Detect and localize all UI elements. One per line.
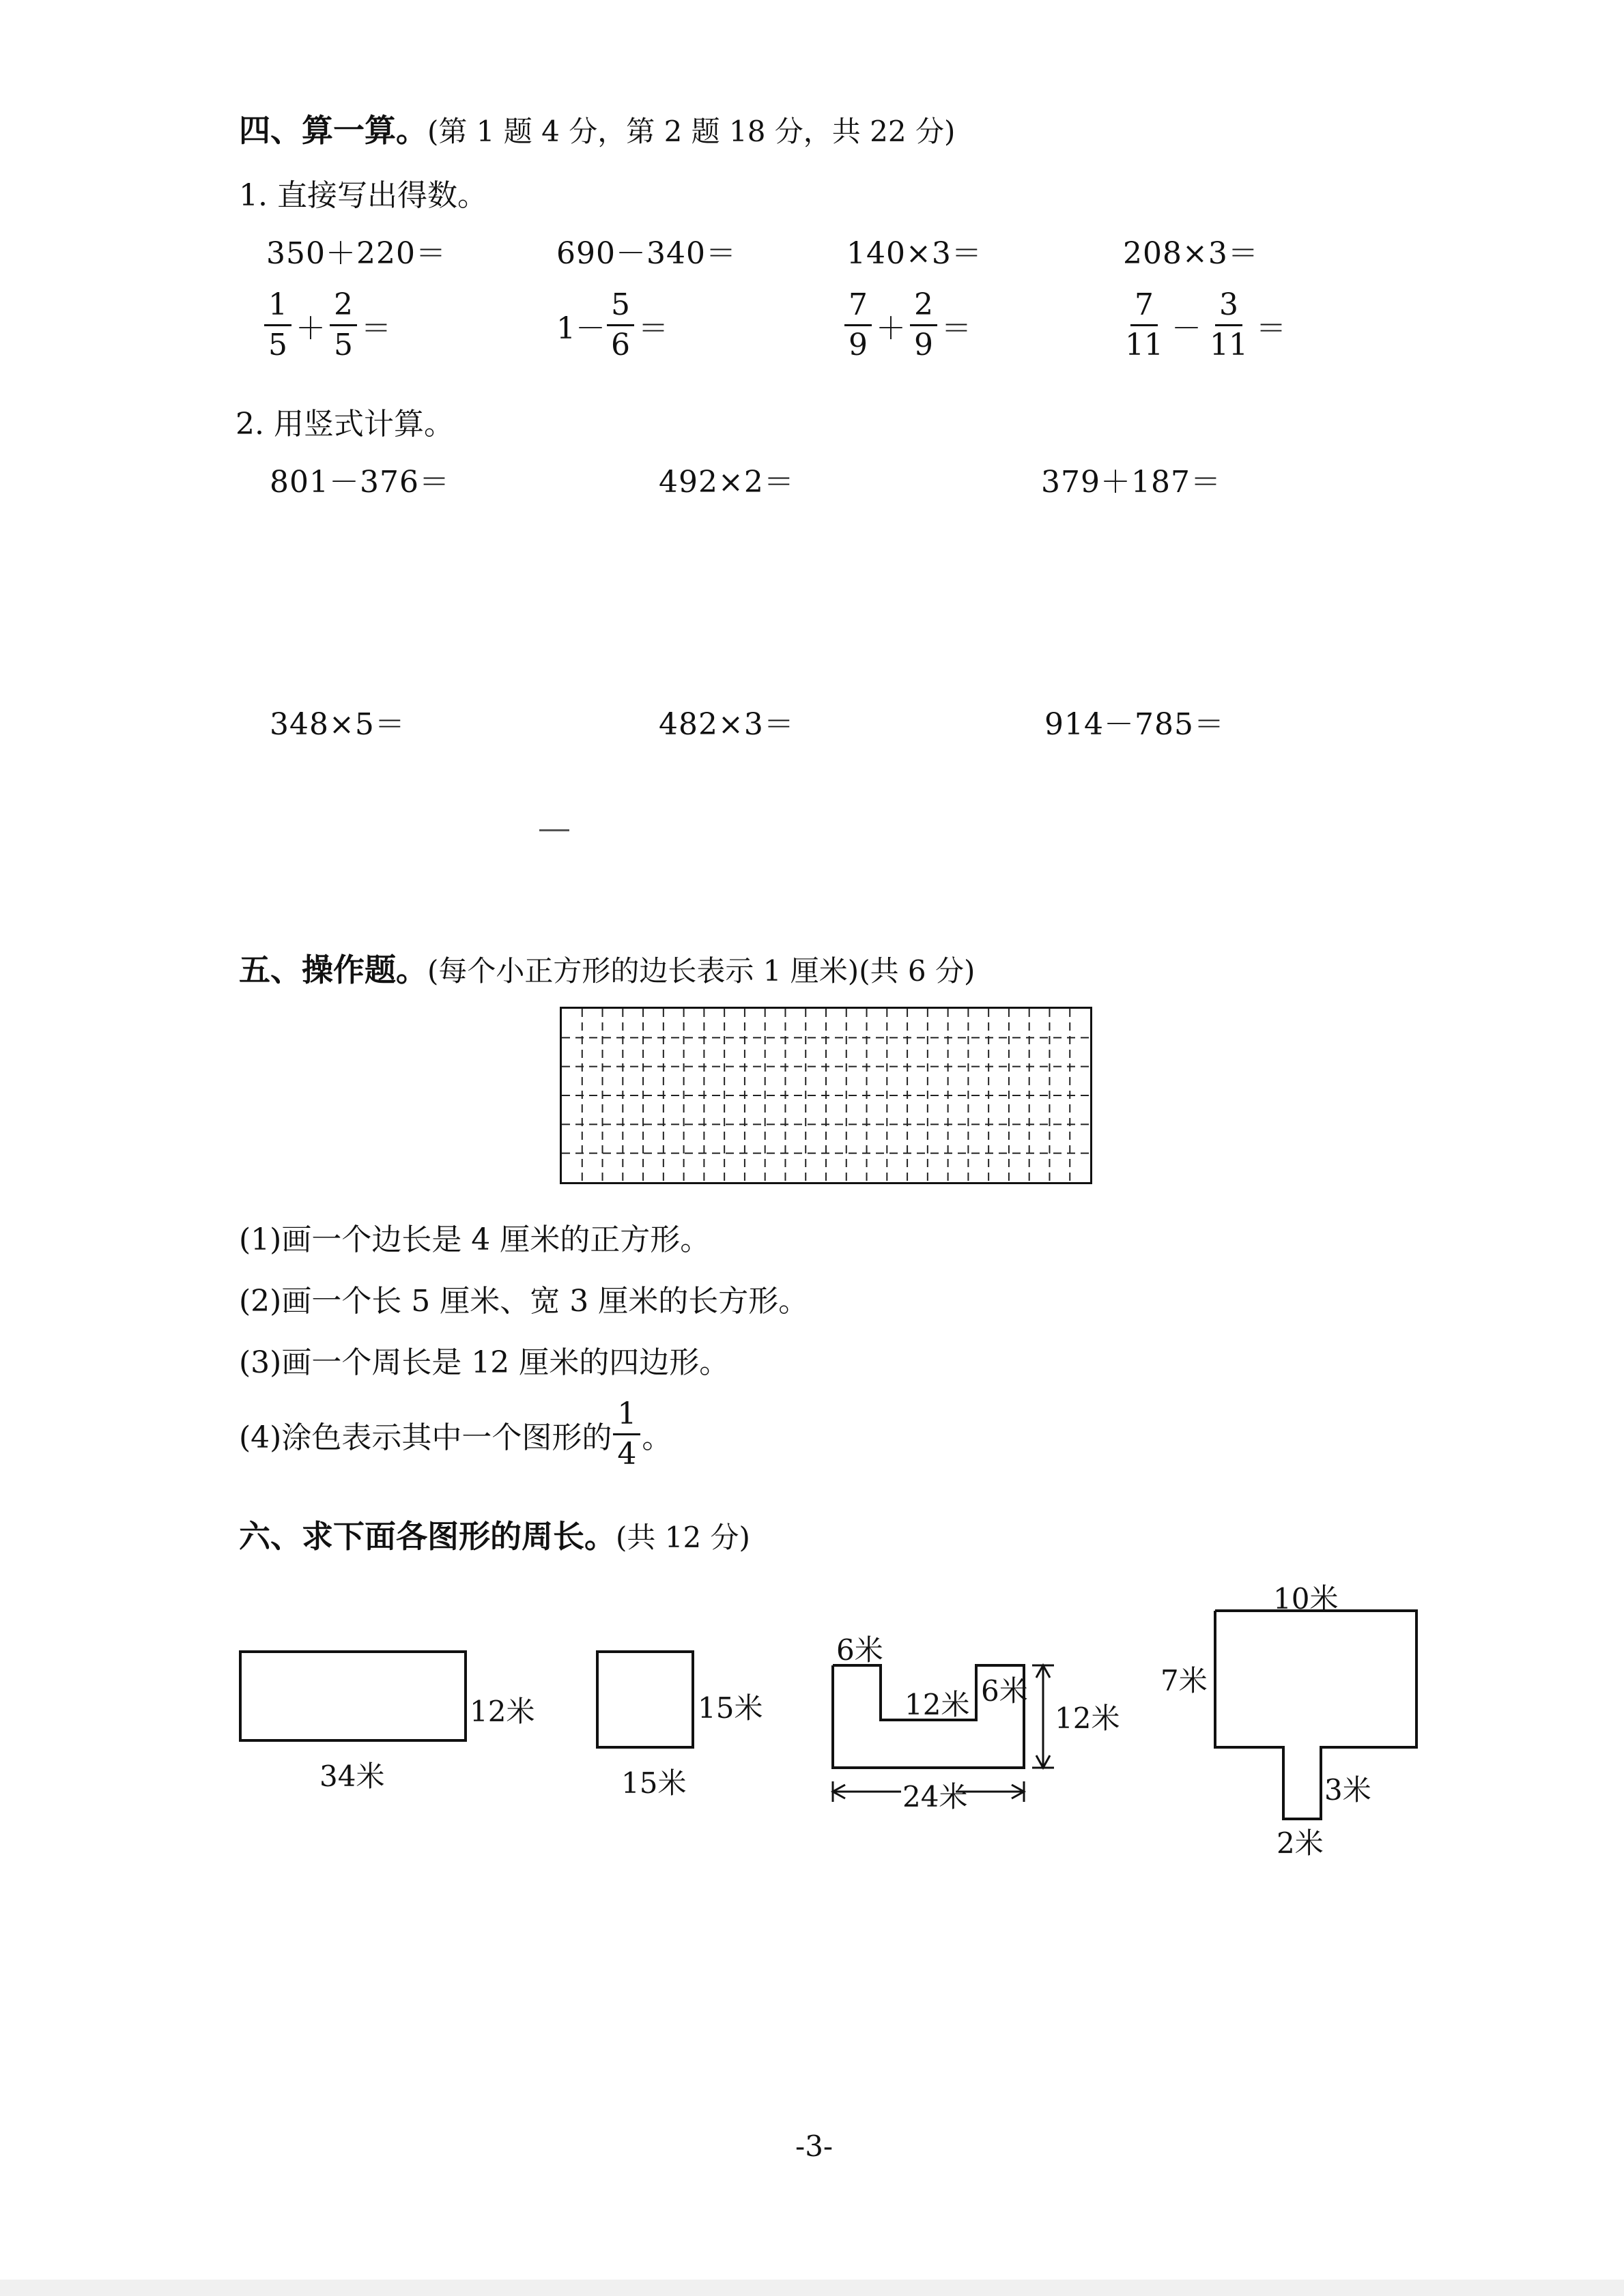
fig4-left-label: 7米 — [1160, 1664, 1208, 1697]
section4-heading: 四、算一算。 — [239, 112, 427, 149]
section4-note: (第 1 题 4 分，第 2 题 18 分，共 22 分) — [427, 115, 956, 148]
fig1-rectangle — [240, 1652, 466, 1740]
fig4-shape — [1215, 1611, 1416, 1819]
fig4-top-label: 10米 — [1273, 1582, 1339, 1616]
section6-heading: 六、求下面各图形的周长。 — [239, 1518, 616, 1555]
fraction: $\frac{5}{6}$ — [607, 290, 634, 360]
q2-expr-1: 801－376＝ — [270, 465, 450, 500]
grid-lines — [562, 1009, 1090, 1182]
fig3-bottom-label: 24米 — [902, 1780, 968, 1813]
fraction: $\frac{1}{4}$ — [613, 1399, 640, 1469]
q2-expr-4: 348×5＝ — [270, 707, 405, 742]
section5-note: (每个小正方形的边长表示 1 厘米)(共 6 分) — [427, 954, 975, 988]
dot-grid[interactable] — [560, 1007, 1092, 1184]
fig4-stem-width-label: 2米 — [1277, 1826, 1324, 1860]
fig2-square — [597, 1652, 693, 1747]
section5-title — [239, 945, 975, 990]
q1-expr-3: 140×3＝ — [846, 236, 982, 271]
section5-heading: 五、操作题。 — [239, 951, 427, 988]
q2-expr-6: 914－785＝ — [1044, 707, 1225, 742]
q1-expr-4: 208×3＝ — [1123, 236, 1259, 271]
section6-note: (共 12 分) — [616, 1521, 750, 1554]
fig3-height-label: 12米 — [1055, 1702, 1120, 1735]
fraction: $\frac{2}{9}$ — [910, 290, 937, 360]
fig1-height-label: 12米 — [470, 1695, 535, 1728]
figures — [0, 1590, 1624, 1932]
q1-expr-1: 350＋220＝ — [266, 236, 446, 271]
q2-expr-2: 492×2＝ — [659, 465, 795, 500]
section4-title — [239, 106, 955, 151]
fraction: $\frac{1}{5}$ — [264, 290, 291, 360]
fig4-stem-height-label: 3米 — [1324, 1773, 1371, 1807]
q1-label: 1. 直接写出得数。 — [239, 178, 487, 213]
stray-mark — [539, 829, 569, 831]
fig3-left-top-label: 6米 — [836, 1633, 883, 1667]
fig2-side-label: 15米 — [698, 1691, 763, 1725]
scan-edge — [0, 2280, 1624, 2296]
q2-expr-3: 379＋187＝ — [1041, 465, 1221, 500]
fraction: $\frac{7}{9}$ — [844, 290, 872, 360]
q1-frac-expr-4: $\frac{7}{11}$ － $\frac{3}{11}$ ＝ — [1120, 290, 1289, 360]
fraction: $\frac{2}{5}$ — [330, 290, 357, 360]
fig1-width-label: 34米 — [319, 1760, 385, 1793]
task-4: (4)涂色表示其中一个图形的 $\frac{1}{4}$ 。 — [239, 1396, 672, 1472]
fraction: $\frac{7}{11}$ — [1125, 287, 1163, 362]
task-2: (2)画一个长 5 厘米、宽 3 厘米的长方形。 — [239, 1284, 809, 1319]
section6-title — [239, 1512, 750, 1557]
q1-expr-2: 690－340＝ — [556, 236, 737, 271]
task-3: (3)画一个周长是 12 厘米的四边形。 — [239, 1345, 730, 1380]
q2-label: 2. 用竖式计算。 — [236, 407, 454, 442]
q1-frac-expr-3: $\frac{7}{9}$ ＋ $\frac{2}{9}$ ＝ — [843, 290, 974, 360]
q1-frac-expr-1: $\frac{1}{5}$ ＋ $\frac{2}{5}$ ＝ — [263, 290, 394, 360]
q2-expr-5: 482×3＝ — [659, 707, 795, 742]
fig3-inner-label: 12米 — [904, 1688, 970, 1721]
fig2-bottom-label: 15米 — [621, 1766, 687, 1800]
q1-frac-expr-2: 1－ $\frac{5}{6}$ ＝ — [556, 287, 668, 362]
fig3-right-top-label: 6米 — [981, 1674, 1028, 1708]
fraction: $\frac{3}{11}$ — [1210, 287, 1248, 362]
page-number: -3- — [795, 2129, 834, 2163]
task-1: (1)画一个边长是 4 厘米的正方形。 — [239, 1222, 711, 1257]
